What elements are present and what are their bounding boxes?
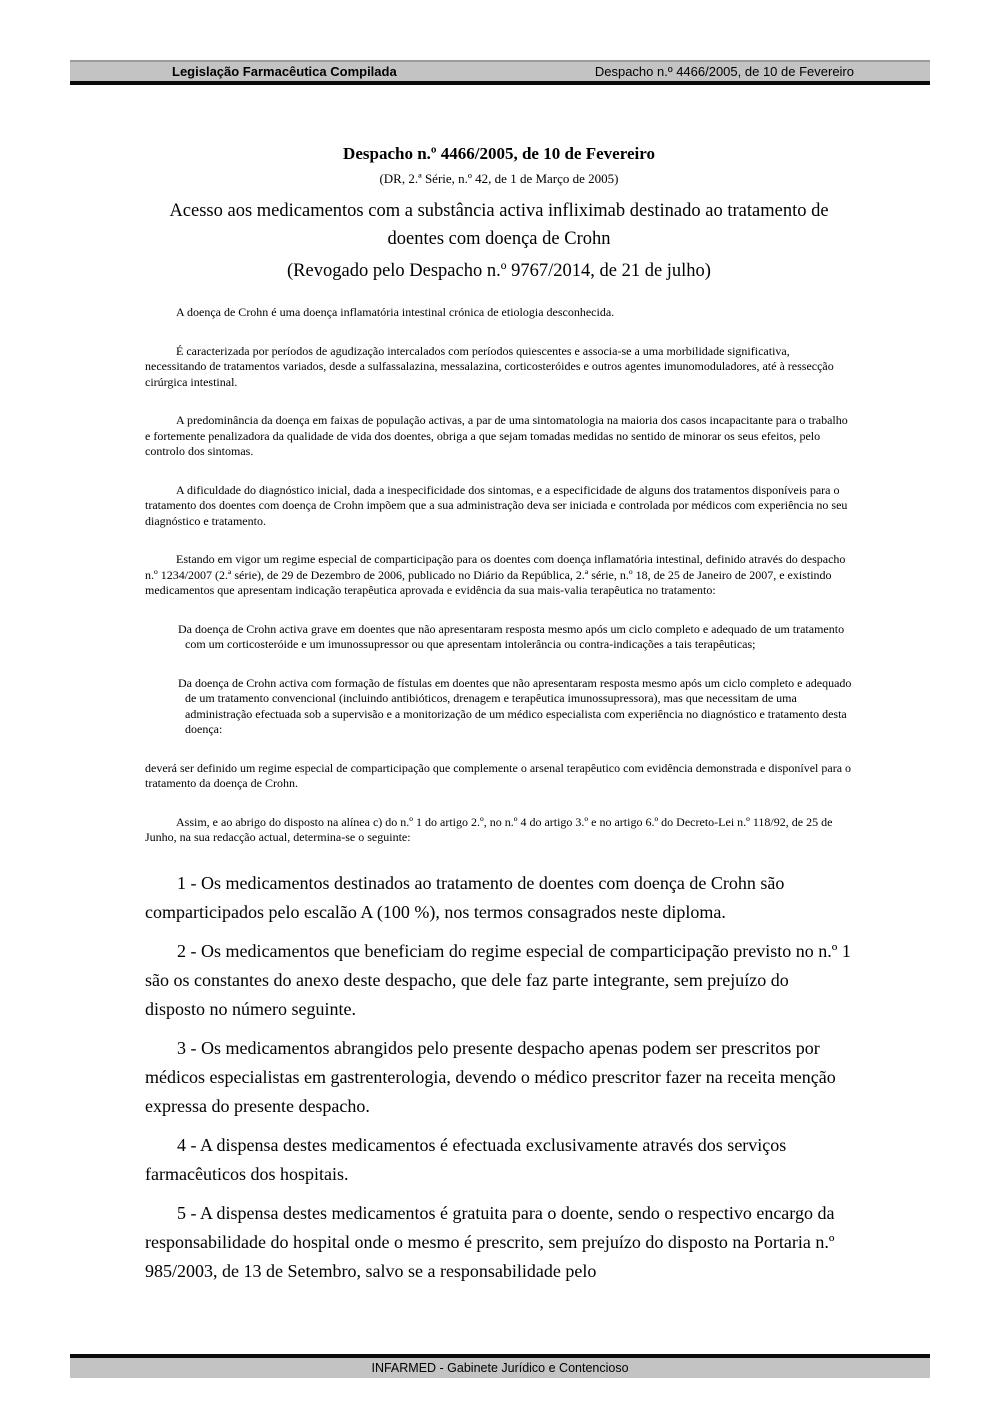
- page-title: Despacho n.º 4466/2005, de 10 de Fevereiro: [343, 144, 655, 163]
- article-paragraph-3: 3 - Os medicamentos abrangidos pelo presente despacho apenas podem ser prescritos por médicos especialistas em gastrenterologia, devendo o médico prescritor fazer na receita menção expressa do presente despacho.: [145, 1037, 836, 1116]
- document-body: [145, 143, 853, 1296]
- articles-section: [145, 869, 853, 1286]
- preamble-paragraph: deverá ser definido um regime especial de comparticipação que complemente o arsenal terapêutico com evidência demonstrada e disponível para o tratamento da doença de Crohn.: [145, 760, 852, 790]
- article-paragraph-5: 5 - A dispensa destes medicamentos é gratuita para o doente, sendo o respectivo encargo da responsabilidade do hospital onde o mesmo é prescrito, sem prejuízo do disposto na Portaria n.º 985/2003, de 13 de Setembro, salvo se a responsabilidade pelo: [145, 1202, 835, 1281]
- header-bar: [70, 60, 930, 85]
- document-heading: Acesso aos medicamentos com a substância activa infliximab destinado ao tratamento de doentes com doença de Crohn: [169, 201, 829, 249]
- preamble-paragraph: A doença de Crohn é uma doença inflamatória intestinal crónica de etiologia desconhecida.: [176, 305, 615, 319]
- header-left-label: Legislação Farmacêutica Compilada: [172, 64, 397, 79]
- article-paragraph-1: 1 - Os medicamentos destinados ao tratamento de doentes com doença de Crohn são comparticipados pelo escalão A (100 %), nos termos consagrados neste diploma.: [145, 872, 785, 922]
- preamble-paragraph: Assim, e ao abrigo do disposto na alínea c) do n.º 1 do artigo 2.º, no n.º 4 do artigo 3.º e no artigo 6.º do Decreto-Lei n.º 118/92, de 25 de Junho, na sua redacção actual, determina-se o seguinte:: [145, 814, 833, 844]
- page-subtitle: (DR, 2.ª Série, n.º 42, de 1 de Março de 2005): [379, 171, 619, 186]
- footer-bar: [70, 1354, 930, 1378]
- preamble-section: [145, 305, 853, 846]
- article-paragraph-2: 2 - Os medicamentos que beneficiam do regime especial de comparticipação previsto no n.º 1 são os constantes do anexo deste despacho, que dele faz parte integrante, sem prejuízo do disposto no número seguinte.: [145, 940, 851, 1019]
- revoked-note: (Revogado pelo Despacho n.º 9767/2014, de 21 de julho): [287, 261, 711, 281]
- preamble-subparagraph: Da doença de Crohn activa com formação de fístulas em doentes que não apresentaram resposta mesmo após um ciclo completo e adequado de um tratamento convencional (incluindo antibióticos, drenagem e terapêutica imunossupressora), mas que necessitam de uma administração efectuada sob a supervisão e a monitorização de um médico especialista com experiência no diagnóstico e tratamento desta doença:: [178, 675, 852, 736]
- article-paragraph-4: 4 - A dispensa destes medicamentos é efectuada exclusivamente através dos serviços farmacêuticos dos hospitais.: [145, 1134, 787, 1184]
- footer-label: INFARMED - Gabinete Jurídico e Contencioso: [371, 1361, 629, 1375]
- header-right-label: Despacho n.º 4466/2005, de 10 de Fevereiro: [594, 64, 854, 79]
- preamble-paragraph: A predominância da doença em faixas de população activas, a par de uma sintomatologia na maioria dos casos incapacitante para o trabalho e fortemente penalizadora da qualidade de vida dos doentes, obriga a que sejam tomadas medidas no sentido de minorar os seus efeitos, pelo controlo dos sintomas.: [145, 413, 848, 458]
- preamble-paragraph: Estando em vigor um regime especial de comparticipação para os doentes com doença inflamatória intestinal, definido através do despacho n.º 1234/2007 (2.ª série), de 29 de Dezembro de 2006, publicado no Diário da República, 2.ª série, n.º 18, de 25 de Janeiro de 2007, e existindo medicamentos que apresentam indicação terapêutica aprovada e evidência da sua mais-valia terapêutica no tratamento:: [145, 552, 846, 597]
- preamble-paragraph: A dificuldade do diagnóstico inicial, dada a inespecificidade dos sintomas, e a especificidade de alguns dos tratamentos disponíveis para o tratamento dos doentes com doença de Crohn impõem que a sua administração deva ser iniciada e controlada por médicos com experiência no seu diagnóstico e tratamento.: [145, 482, 848, 528]
- preamble-subparagraph: Da doença de Crohn activa grave em doentes que não apresentaram resposta mesmo após um ciclo completo e adequado de um tratamento com um corticosteróide e um imunossupressor ou que apresentam intolerância ou contra-indicações a tais terapêuticas;: [178, 621, 845, 651]
- preamble-paragraph: É caracterizada por períodos de agudização intercalados com períodos quiescentes e associa-se a uma morbilidade significativa, necessitando de tratamentos variados, desde a sulfassalazina, messalazina, corticosteróides e outros agentes imunomoduladores, até à ressecção cirúrgica intestinal.: [145, 343, 834, 389]
